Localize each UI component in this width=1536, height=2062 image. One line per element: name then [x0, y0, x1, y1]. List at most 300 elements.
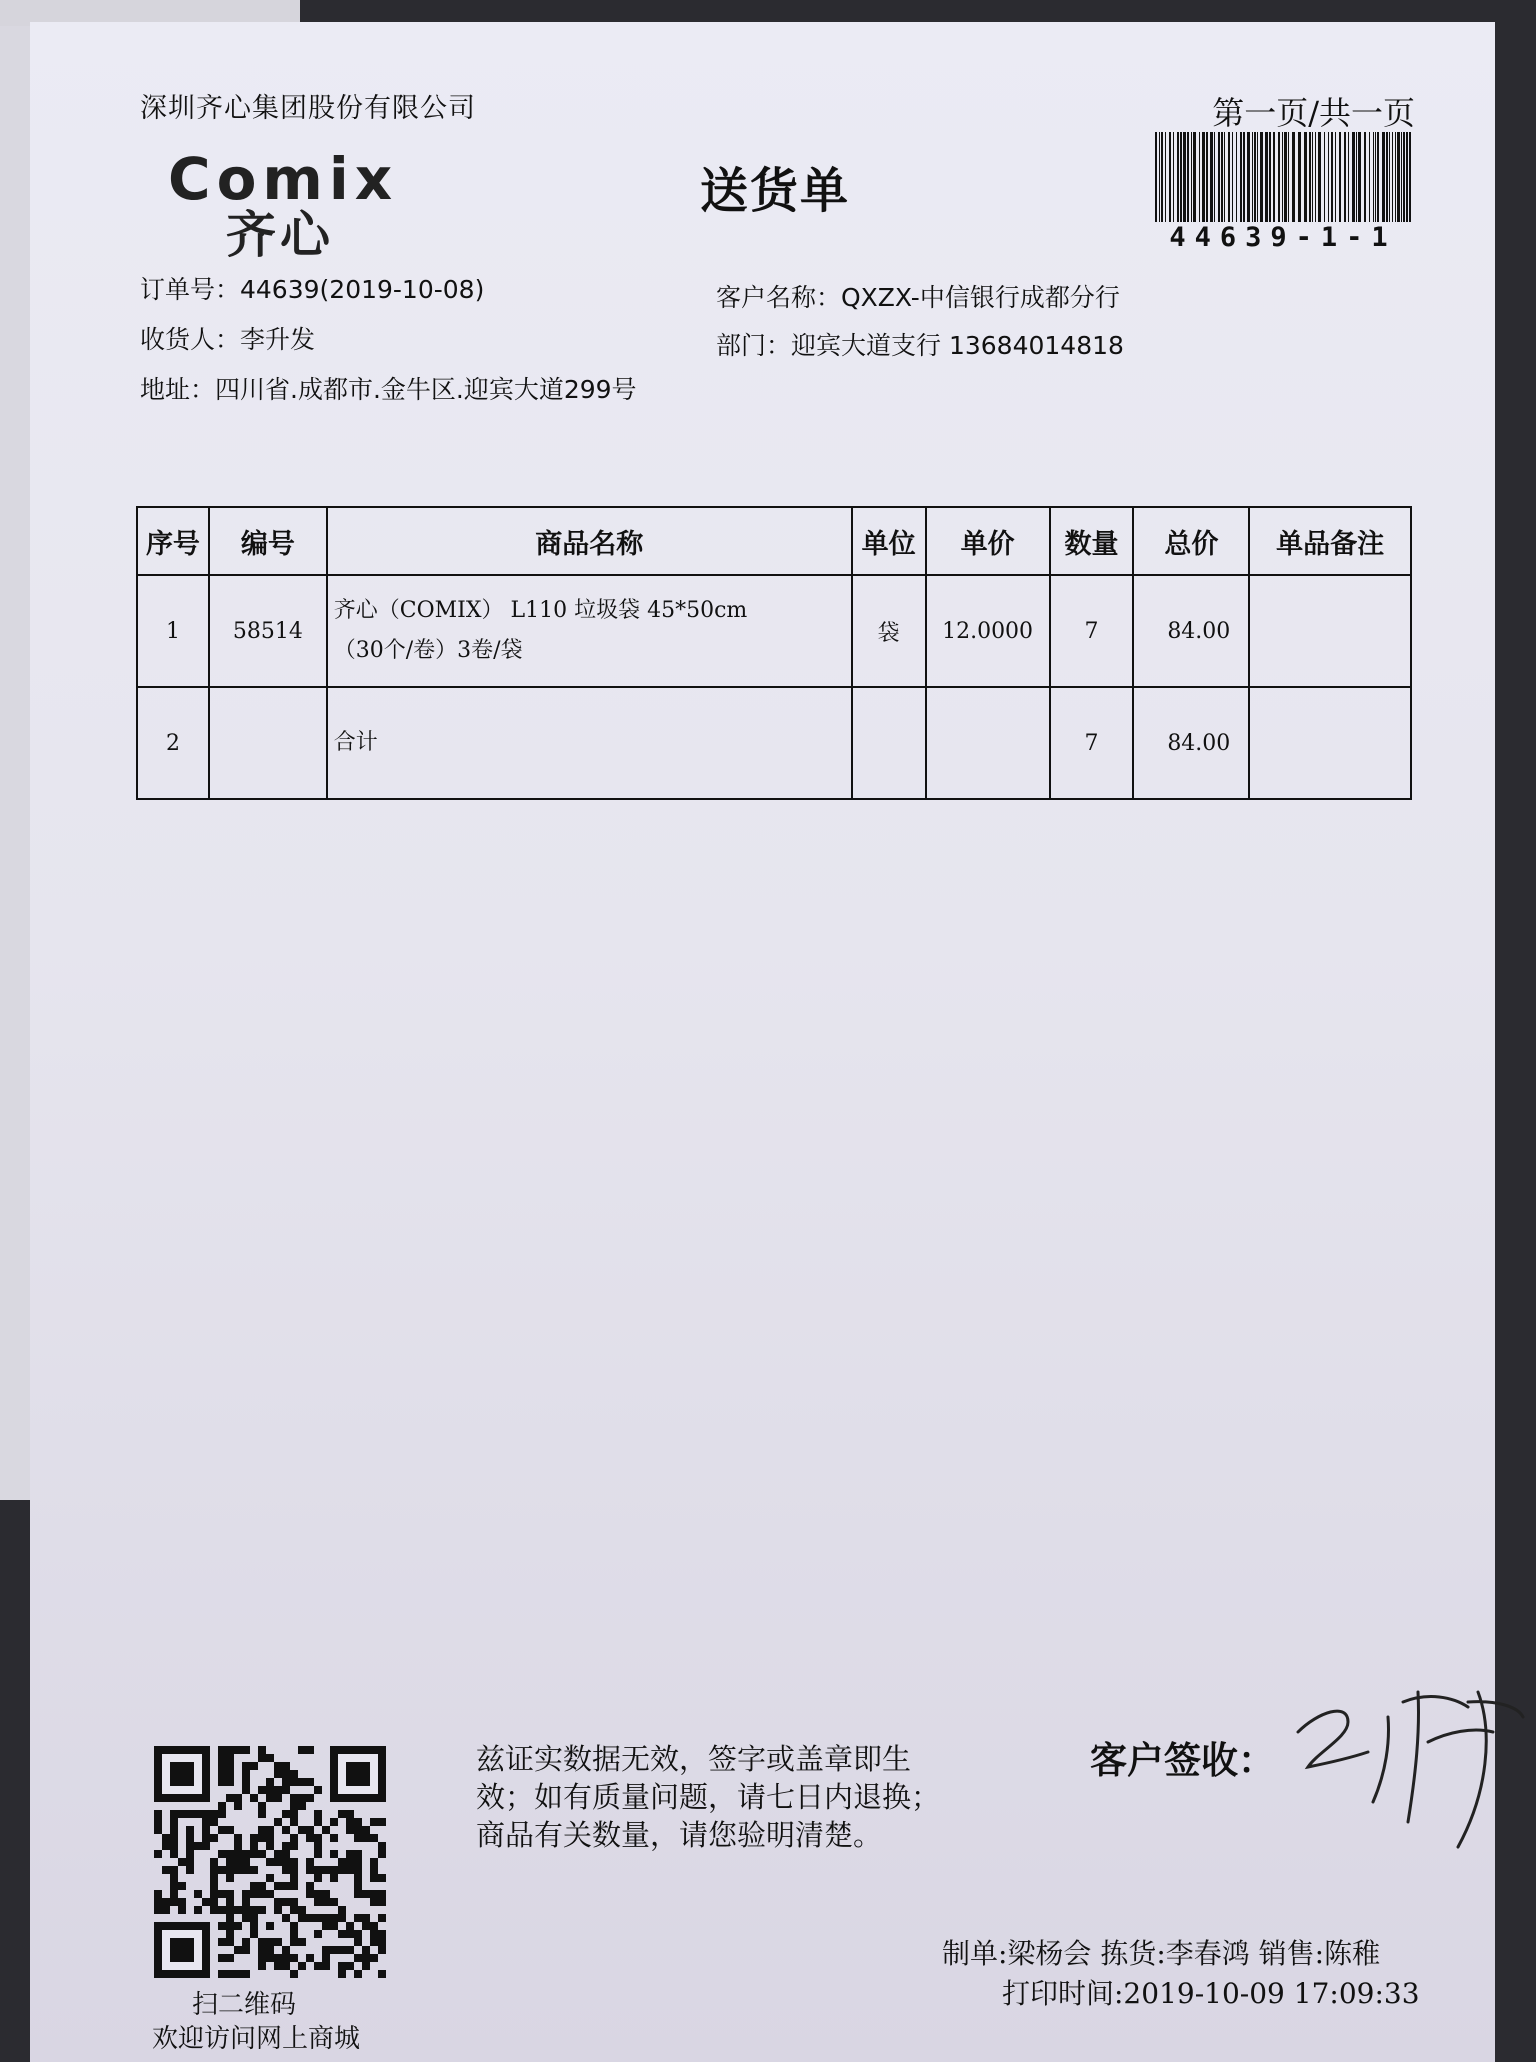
barcode-bar	[1252, 132, 1253, 222]
qr-module	[282, 1866, 290, 1874]
barcode-bar	[1292, 132, 1295, 222]
qr-module	[170, 1850, 178, 1858]
qr-module	[170, 1826, 178, 1834]
qr-module	[282, 1826, 290, 1834]
qr-module	[290, 1818, 298, 1826]
table-header-row	[137, 507, 1411, 575]
qr-module	[258, 1826, 266, 1834]
qr-module	[226, 1754, 234, 1762]
barcode-bar	[1193, 132, 1196, 222]
qr-module	[322, 1866, 330, 1874]
qr-module	[362, 1946, 370, 1954]
qr-module	[298, 1746, 306, 1754]
qr-module	[170, 1818, 178, 1826]
qr-module	[290, 1954, 298, 1962]
qr-module	[186, 1842, 194, 1850]
qr-module	[298, 1906, 306, 1914]
qr-module	[274, 1786, 282, 1794]
qr-module	[322, 1826, 330, 1834]
header-unit-price: 单价	[926, 507, 1050, 575]
qr-module	[330, 1850, 338, 1858]
barcode-bar	[1392, 132, 1393, 222]
qr-module	[258, 1810, 266, 1818]
qr-code	[154, 1746, 386, 1978]
barcode-bar	[1373, 132, 1374, 222]
qr-module	[178, 1906, 186, 1914]
qr-module	[306, 1746, 314, 1754]
barcode-bar	[1165, 132, 1166, 222]
qr-module	[178, 1882, 186, 1890]
barcode-bar	[1236, 132, 1237, 222]
qr-module	[218, 1866, 226, 1874]
qr-module	[378, 1898, 386, 1906]
barcode-bar	[1254, 132, 1256, 222]
qr-module	[370, 1866, 378, 1874]
qr-module	[346, 1946, 354, 1954]
qr-module	[282, 1962, 290, 1970]
qr-module	[250, 1906, 258, 1914]
barcode-bar	[1288, 132, 1289, 222]
qr-module	[322, 1946, 330, 1954]
qr-module	[378, 1874, 386, 1882]
barcode-bar	[1331, 132, 1333, 222]
barcode-bar	[1282, 132, 1283, 222]
cell-quantity: 7	[1050, 687, 1134, 799]
qr-module	[218, 1954, 226, 1962]
barcode-bar	[1155, 132, 1157, 222]
barcode	[1155, 132, 1411, 222]
barcode-bar	[1159, 132, 1160, 222]
qr-module	[354, 1818, 362, 1826]
qr-module	[250, 1794, 258, 1802]
document-title: 送货单	[700, 163, 851, 219]
barcode-bar	[1382, 132, 1385, 222]
barcode-bar	[1324, 132, 1325, 222]
qr-module	[226, 1762, 234, 1770]
qr-module	[290, 1842, 298, 1850]
qr-module	[290, 1802, 298, 1810]
qr-module	[298, 1802, 306, 1810]
qr-module	[162, 1842, 170, 1850]
qr-module	[258, 1906, 266, 1914]
product-name-line-1: 齐心（COMIX） L110 垃圾袋 45*50cm	[333, 598, 748, 623]
qr-module	[250, 1922, 258, 1930]
barcode-bar	[1344, 132, 1346, 222]
qr-module	[330, 1946, 338, 1954]
qr-module	[266, 1754, 274, 1762]
qr-module	[378, 1850, 386, 1858]
qr-module	[178, 1898, 186, 1906]
qr-module	[274, 1954, 282, 1962]
qr-module	[170, 1762, 194, 1786]
disclaimer-note	[476, 1740, 940, 1854]
qr-module	[282, 1842, 290, 1850]
qr-module	[210, 1858, 218, 1866]
qr-module	[226, 1866, 234, 1874]
barcode-bar	[1169, 132, 1171, 222]
qr-module	[226, 1746, 234, 1754]
qr-module	[330, 1818, 338, 1826]
qr-module	[266, 1826, 274, 1834]
qr-module	[306, 1890, 314, 1898]
qr-module	[370, 1858, 378, 1866]
qr-module	[266, 1858, 274, 1866]
staff-line: 制单:梁杨会 拣货:李春鸿 销售:陈稚	[942, 1937, 1381, 1970]
qr-module	[314, 1890, 322, 1898]
qr-module	[282, 1770, 290, 1778]
qr-module	[362, 1962, 370, 1970]
qr-module	[362, 1834, 370, 1842]
qr-module	[154, 1890, 162, 1898]
qr-module	[346, 1962, 354, 1970]
qr-module	[234, 1794, 242, 1802]
barcode-bar	[1352, 132, 1355, 222]
qr-module	[370, 1922, 378, 1930]
qr-module	[218, 1850, 226, 1858]
barcode-bar	[1260, 132, 1263, 222]
qr-module	[234, 1746, 242, 1754]
qr-module	[290, 1794, 298, 1802]
qr-module	[170, 1842, 178, 1850]
qr-module	[218, 1746, 226, 1754]
handwritten-signature	[1278, 1672, 1536, 1862]
qr-module	[218, 1770, 226, 1778]
qr-module	[290, 1882, 298, 1890]
barcode-bar	[1401, 132, 1402, 222]
qr-module	[234, 1802, 242, 1810]
qr-module	[170, 1810, 178, 1818]
qr-module	[218, 1922, 226, 1930]
qr-module	[378, 1930, 386, 1938]
barcode-bar	[1269, 132, 1271, 222]
qr-module	[258, 1882, 266, 1890]
barcode-bar	[1335, 132, 1336, 222]
header-quantity: 数量	[1050, 507, 1134, 575]
qr-module	[170, 1866, 178, 1874]
qr-module	[322, 1890, 330, 1898]
qr-module	[258, 1946, 266, 1954]
barcode-bar	[1199, 132, 1200, 222]
qr-module	[362, 1922, 370, 1930]
qr-module	[354, 1858, 362, 1866]
qr-module	[234, 1834, 242, 1842]
qr-module	[338, 1810, 346, 1818]
cell-unit-price	[926, 687, 1050, 799]
qr-module	[274, 1818, 282, 1826]
qr-module	[290, 1938, 298, 1946]
barcode-bar	[1214, 132, 1215, 222]
cell-product-name	[327, 575, 852, 687]
qr-module	[282, 1850, 290, 1858]
qr-module	[266, 1890, 274, 1898]
header-code: 编号	[209, 507, 327, 575]
qr-module	[226, 1858, 234, 1866]
qr-module	[250, 1762, 258, 1770]
qr-module	[298, 1938, 306, 1946]
qr-module	[242, 1746, 250, 1754]
qr-module	[226, 1890, 234, 1898]
qr-module	[306, 1826, 314, 1834]
qr-module	[346, 1850, 354, 1858]
qr-module	[170, 1834, 178, 1842]
qr-module	[290, 1834, 298, 1842]
qr-module	[154, 1898, 162, 1906]
qr-module	[346, 1818, 354, 1826]
qr-module	[346, 1866, 354, 1874]
qr-module	[234, 1866, 242, 1874]
qr-module	[314, 1914, 322, 1922]
qr-module	[234, 1906, 242, 1914]
table-row	[137, 687, 1411, 799]
barcode-bar	[1377, 132, 1379, 222]
qr-module	[202, 1818, 210, 1826]
department: 部门：迎宾大道支行 13684014818	[716, 331, 1124, 360]
qr-module	[282, 1954, 290, 1962]
barcode-bar	[1339, 132, 1341, 222]
cell-seq: 2	[137, 687, 209, 799]
qr-module	[314, 1866, 322, 1874]
qr-module	[370, 1818, 378, 1826]
qr-module	[210, 1810, 218, 1818]
qr-module	[226, 1938, 234, 1946]
qr-module	[170, 1938, 194, 1962]
barcode-bar	[1191, 132, 1192, 222]
qr-module	[378, 1970, 386, 1978]
qr-module	[170, 1898, 178, 1906]
print-time: 打印时间:2019-10-09 17:09:33	[1002, 1977, 1420, 2010]
qr-module	[234, 1842, 242, 1850]
barcode-bar	[1364, 132, 1366, 222]
qr-module	[314, 1874, 322, 1882]
qr-module	[314, 1834, 322, 1842]
barcode-bar	[1304, 132, 1307, 222]
qr-module	[186, 1826, 194, 1834]
qr-module	[330, 1914, 338, 1922]
qr-module	[210, 1882, 218, 1890]
qr-module	[234, 1922, 242, 1930]
customer-name: 客户名称：QXZX-中信银行成都分行	[716, 283, 1120, 312]
barcode-bar	[1187, 132, 1189, 222]
qr-module	[162, 1906, 170, 1914]
qr-caption-line-2: 欢迎访问网上商城	[152, 2024, 361, 2054]
barcode-bar	[1395, 132, 1396, 222]
barcode-bar	[1406, 132, 1408, 222]
qr-module	[210, 1898, 218, 1906]
qr-module	[290, 1858, 298, 1866]
qr-module	[178, 1810, 186, 1818]
barcode-bar	[1273, 132, 1275, 222]
qr-module	[322, 1898, 330, 1906]
qr-module	[306, 1914, 314, 1922]
qr-module	[290, 1970, 298, 1978]
barcode-bar	[1247, 132, 1250, 222]
qr-module	[154, 1810, 162, 1818]
qr-module	[370, 1834, 378, 1842]
qr-module	[242, 1914, 250, 1922]
qr-module	[154, 1818, 162, 1826]
qr-module	[186, 1858, 194, 1866]
qr-module	[242, 1850, 250, 1858]
receiver-name: 收货人：李升发	[140, 325, 316, 354]
qr-module	[266, 1786, 274, 1794]
qr-module	[354, 1882, 362, 1890]
barcode-bar	[1318, 132, 1321, 222]
qr-module	[242, 1762, 250, 1770]
barcode-bar	[1265, 132, 1268, 222]
qr-module	[170, 1890, 178, 1898]
qr-module	[306, 1794, 314, 1802]
qr-module	[362, 1954, 370, 1962]
cell-seq: 1	[137, 575, 209, 687]
qr-module	[314, 1810, 322, 1818]
barcode-bar	[1257, 132, 1258, 222]
qr-module	[378, 1842, 386, 1850]
qr-module	[218, 1802, 226, 1810]
qr-module	[330, 1922, 338, 1930]
qr-module	[282, 1786, 290, 1794]
barcode-bar	[1161, 132, 1163, 222]
barcode-bar	[1328, 132, 1329, 222]
delivery-address: 地址：四川省.成都市.金牛区.迎宾大道299号	[140, 375, 637, 404]
qr-module	[250, 1834, 258, 1842]
qr-module	[274, 1898, 282, 1906]
qr-module	[266, 1842, 274, 1850]
qr-module	[330, 1898, 338, 1906]
qr-module	[370, 1898, 378, 1906]
qr-module	[274, 1770, 282, 1778]
cell-code: 58514	[209, 575, 327, 687]
barcode-bar	[1348, 132, 1349, 222]
customer-sign-label: 客户签收：	[1090, 1739, 1275, 1782]
barcode-bar	[1312, 132, 1313, 222]
qr-module	[258, 1786, 266, 1794]
qr-module	[282, 1882, 290, 1890]
qr-module	[226, 1898, 234, 1906]
qr-module	[226, 1874, 234, 1882]
qr-module	[338, 1866, 346, 1874]
qr-module	[266, 1834, 274, 1842]
qr-module	[210, 1818, 218, 1826]
comix-logo	[168, 145, 399, 264]
qr-module	[282, 1778, 290, 1786]
qr-module	[162, 1834, 170, 1842]
cell-product-name	[327, 687, 852, 799]
barcode-bar	[1206, 132, 1208, 222]
qr-module	[346, 1858, 354, 1866]
qr-module	[378, 1938, 386, 1946]
qr-module	[378, 1946, 386, 1954]
qr-module	[242, 1906, 250, 1914]
qr-module	[370, 1890, 378, 1898]
qr-module	[354, 1914, 362, 1922]
barcode-bar	[1369, 132, 1370, 222]
qr-module	[282, 1946, 290, 1954]
qr-module	[338, 1970, 346, 1978]
qr-module	[250, 1850, 258, 1858]
qr-module	[242, 1898, 250, 1906]
qr-module	[354, 1866, 362, 1874]
qr-module	[202, 1898, 210, 1906]
qr-module	[194, 1890, 202, 1898]
cell-total: 84.00	[1133, 687, 1249, 799]
table-row	[137, 575, 1411, 687]
qr-module	[314, 1962, 322, 1970]
barcode-bar	[1210, 132, 1213, 222]
qr-module	[346, 1826, 354, 1834]
cell-remark	[1249, 687, 1411, 799]
qr-module	[250, 1890, 258, 1898]
qr-module	[186, 1850, 194, 1858]
qr-module	[250, 1842, 258, 1850]
qr-module	[298, 1962, 306, 1970]
qr-module	[314, 1786, 322, 1794]
barcode-bar	[1202, 132, 1205, 222]
qr-module	[306, 1882, 314, 1890]
barcode-bar	[1232, 132, 1233, 222]
qr-module	[346, 1930, 354, 1938]
qr-module	[202, 1842, 210, 1850]
qr-module	[226, 1906, 234, 1914]
qr-module	[154, 1850, 162, 1858]
qr-module	[354, 1970, 362, 1978]
barcode-number: 44639-1-1	[1169, 222, 1397, 253]
qr-module	[354, 1954, 362, 1962]
qr-module	[274, 1794, 282, 1802]
qr-module	[242, 1770, 250, 1778]
cell-unit: 袋	[852, 575, 926, 687]
qr-module	[274, 1858, 282, 1866]
qr-module	[290, 1922, 298, 1930]
note-line-2: 效；如有质量问题，请七日内退换；	[476, 1780, 941, 1814]
qr-module	[258, 1962, 266, 1970]
qr-module	[378, 1914, 386, 1922]
qr-module	[266, 1874, 274, 1882]
qr-module	[250, 1930, 258, 1938]
qr-module	[226, 1930, 234, 1938]
qr-module	[226, 1914, 234, 1922]
qr-module	[242, 1890, 250, 1898]
qr-module	[370, 1954, 378, 1962]
qr-module	[242, 1866, 250, 1874]
qr-module	[298, 1826, 306, 1834]
qr-module	[242, 1858, 250, 1866]
qr-module	[322, 1922, 330, 1930]
qr-module	[250, 1866, 258, 1874]
qr-module	[354, 1850, 362, 1858]
qr-module	[258, 1754, 266, 1762]
qr-module	[218, 1810, 226, 1818]
qr-module	[314, 1930, 322, 1938]
qr-module	[370, 1938, 378, 1946]
qr-module	[354, 1874, 362, 1882]
barcode-bar	[1403, 132, 1405, 222]
delivery-note-sheet	[30, 22, 1495, 2062]
barcode-bar	[1177, 132, 1179, 222]
qr-module	[290, 1778, 298, 1786]
barcode-bar	[1221, 132, 1223, 222]
qr-module	[170, 1874, 178, 1882]
cell-unit-price: 12.0000	[926, 575, 1050, 687]
qr-module	[370, 1930, 378, 1938]
qr-module	[290, 1874, 298, 1882]
qr-module	[266, 1954, 274, 1962]
qr-module	[202, 1810, 210, 1818]
qr-module	[290, 1770, 298, 1778]
note-line-1: 兹证实数据无效，签字或盖章即生	[476, 1742, 912, 1776]
qr-module	[346, 1922, 354, 1930]
header-remark: 单品备注	[1249, 507, 1411, 575]
qr-module	[338, 1906, 346, 1914]
